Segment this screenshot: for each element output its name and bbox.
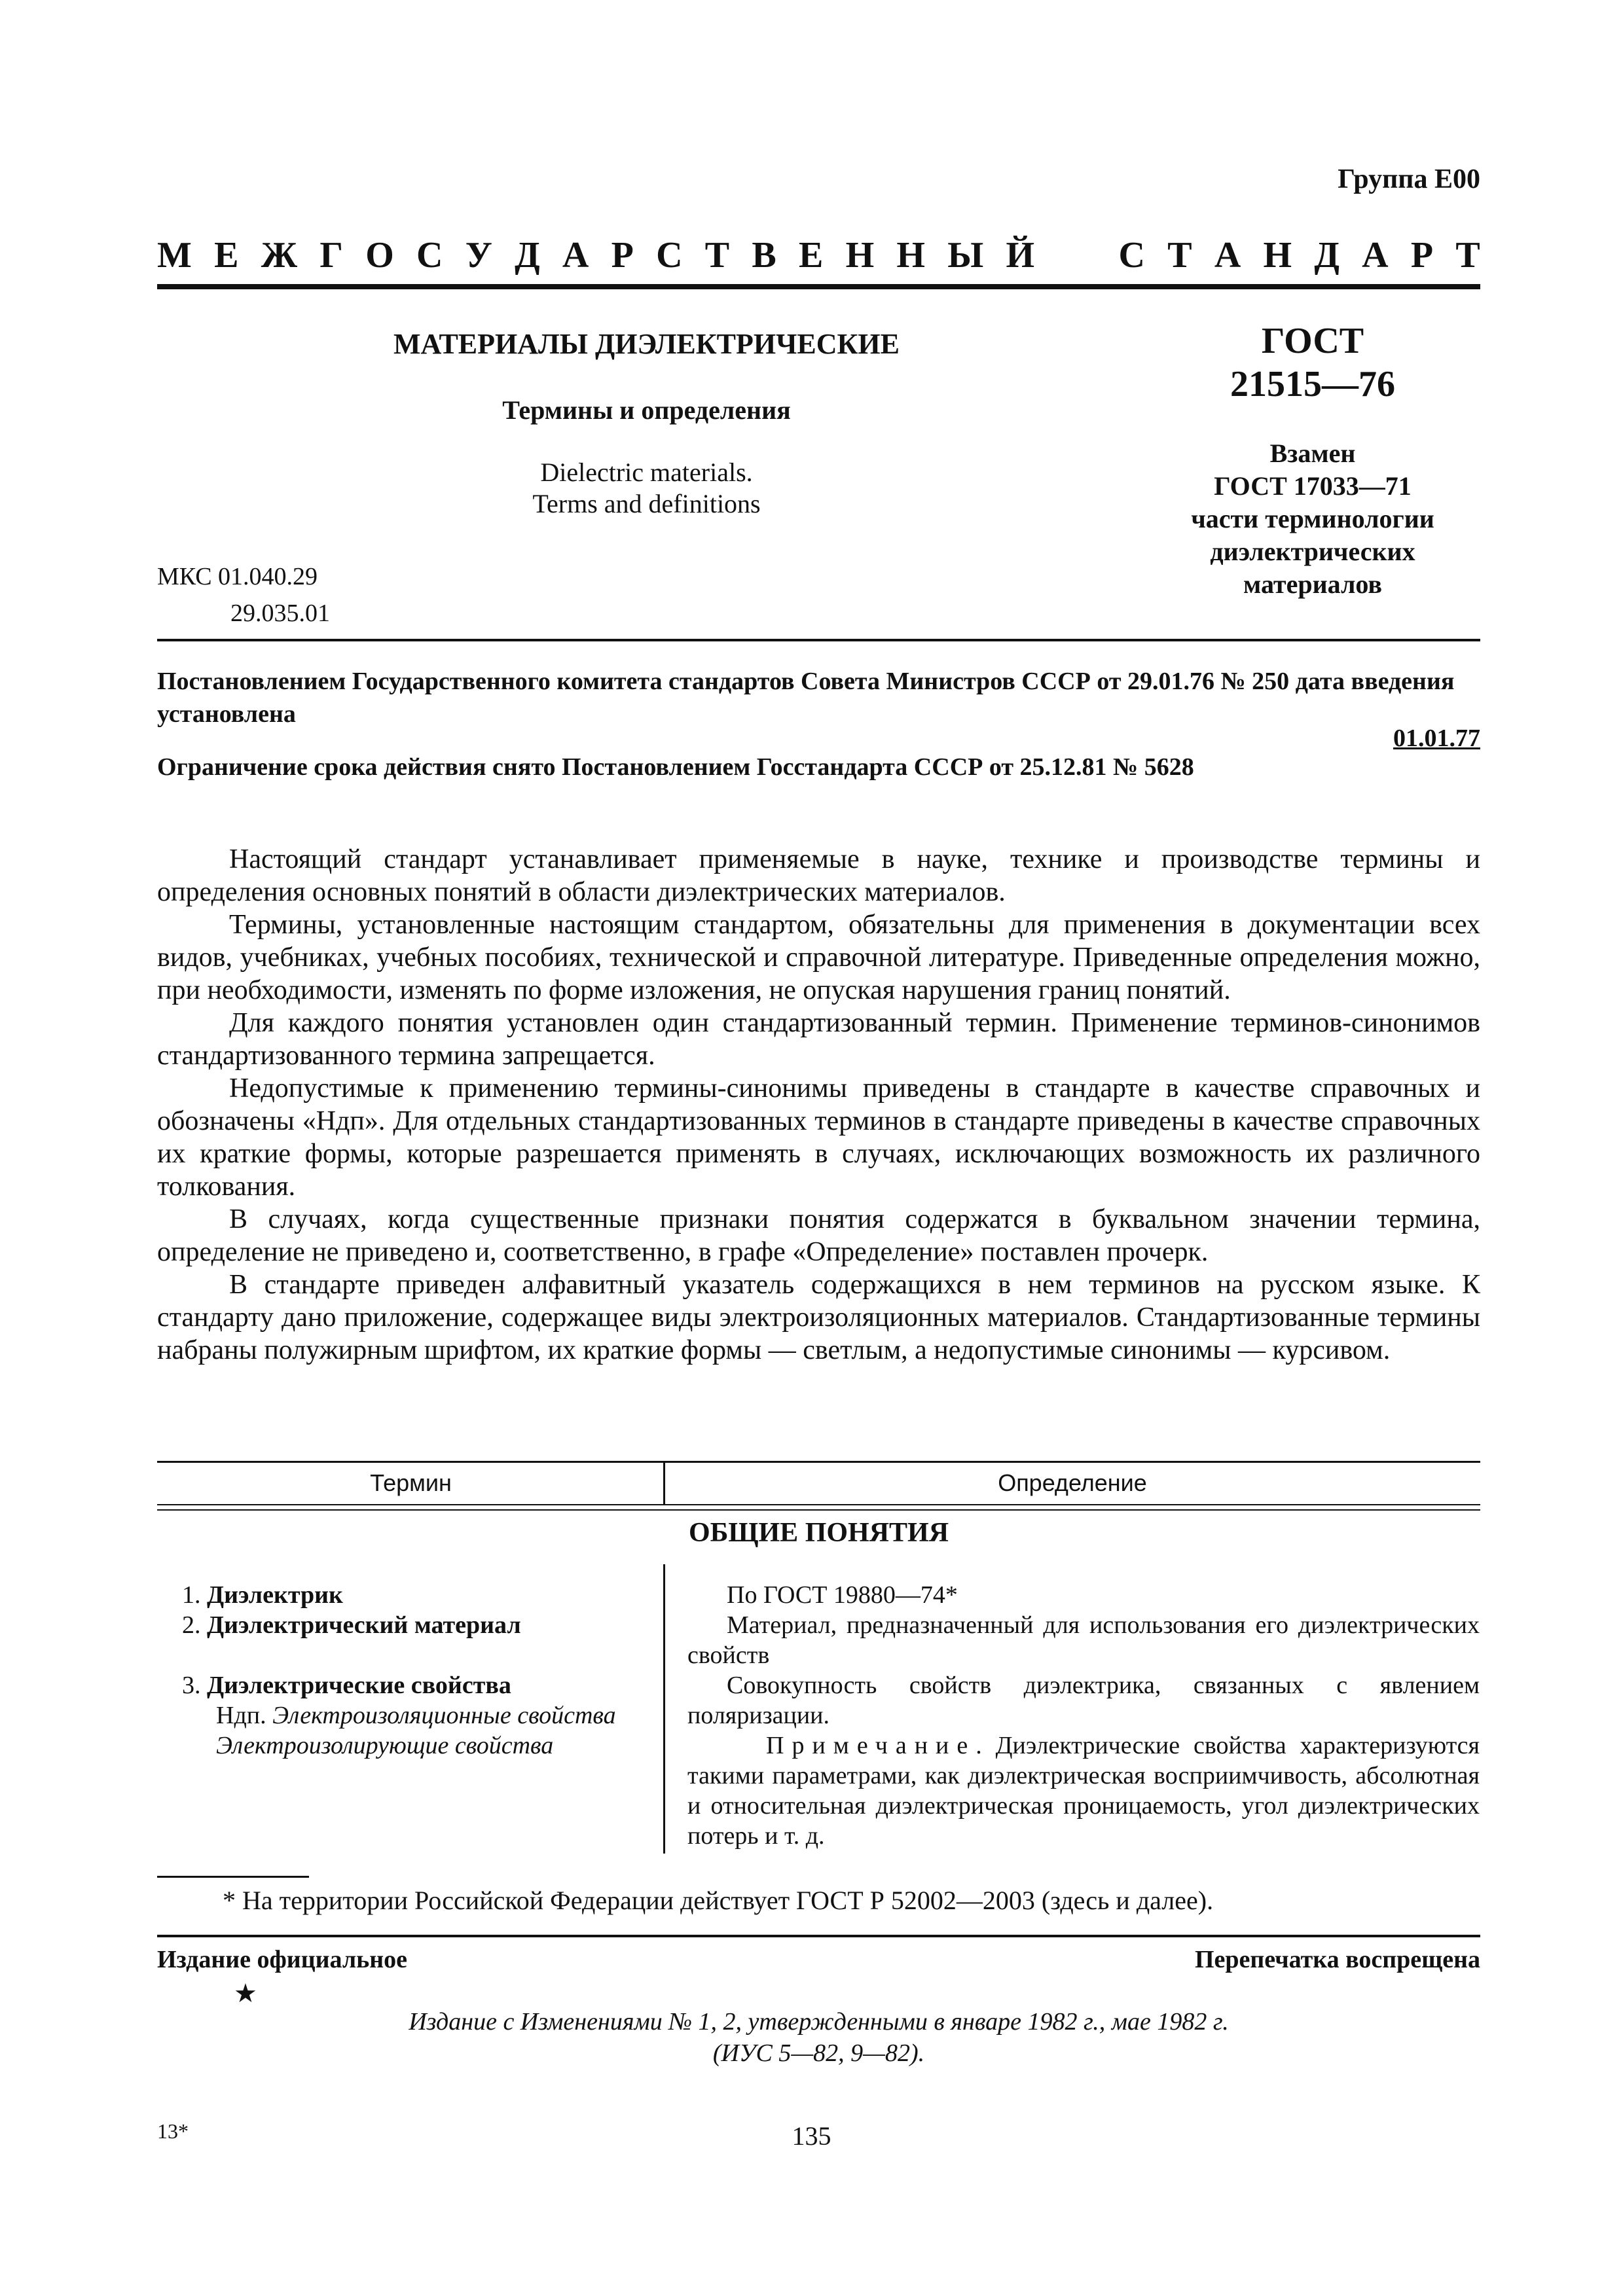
mks-code: 29.035.01 xyxy=(230,600,330,627)
gost-label: ГОСТ xyxy=(1261,321,1364,361)
note-text: . Диэлектрические свойства характеризуются такими параметрами, как диэлектрическая восприимчивость, абсолютная и относительная диэлектрическая проницаемость, угол диэлектрических потерь и т. д. xyxy=(687,1732,1480,1850)
intro-paragraph: Недопустимые к применению термины-синонимы приведены в стандарте в качестве справочных и обозначены «Ндп». Для отдельных стандартизованных терминов в стандарте приведены в качестве справочных их краткие формы, которые разрешается применять в случаях, исключающих возможность их различного толкования. xyxy=(157,1073,1480,1202)
mks-codes xyxy=(157,558,330,632)
banner-letter: Е xyxy=(214,235,239,276)
introduction-text xyxy=(157,843,1480,1367)
term-number: 3. xyxy=(182,1672,207,1699)
banner-letter: С xyxy=(416,235,443,276)
table-top-rule xyxy=(157,1461,1480,1463)
footnote-separator xyxy=(157,1876,309,1878)
amendments-line: Издание с Изменениями № 1, 2, утвержденными в январе 1982 г., мае 1982 г. xyxy=(409,2008,1229,2036)
amendments-note xyxy=(157,2006,1480,2069)
banner-letter: Е xyxy=(798,235,824,276)
definition-row-2 xyxy=(687,1610,1480,1670)
banner-letter: Т xyxy=(1455,235,1480,276)
banner-letter: Д xyxy=(515,235,540,276)
document-subtitle: Термины и определения xyxy=(502,395,791,425)
column-header-definition: Определение xyxy=(998,1469,1147,1496)
banner-letter: Ж xyxy=(261,235,298,276)
reprint-notice: Перепечатка воспрещена xyxy=(1194,1946,1480,1973)
definition-row-1 xyxy=(687,1580,1480,1610)
ndp-label: Ндп. xyxy=(216,1702,273,1729)
replaces-note xyxy=(1136,437,1489,601)
amendments-line: (ИУС 5—82, 9—82). xyxy=(712,2039,925,2067)
intro-paragraph: Настоящий стандарт устанавливает применяемые в науке, технике и производстве термины и определения основных понятий в области диэлектрических материалов. xyxy=(157,844,1480,907)
banner-letter: Й xyxy=(1006,235,1035,276)
banner-letter: М xyxy=(157,235,192,276)
replaces-line: ГОСТ 17033—71 xyxy=(1214,471,1412,501)
banner-letter: Р xyxy=(1410,235,1434,276)
column-divider xyxy=(663,1564,665,1854)
replaces-line: диэлектрических xyxy=(1210,537,1415,566)
term-number: 2. xyxy=(182,1611,207,1639)
term-name: Диэлектрический материал xyxy=(207,1611,521,1639)
banner-letter: Н xyxy=(845,235,875,276)
banner-letter: Д xyxy=(1314,235,1340,276)
banner-letter: Т xyxy=(704,235,730,276)
ndp-synonym: Электроизолирующие свойства xyxy=(216,1732,554,1759)
column-header-term: Термин xyxy=(370,1469,452,1496)
sheet-mark: 13* xyxy=(157,2119,189,2143)
definition-text: Совокупность свойств диэлектрика, связанных с явлением поляризации. xyxy=(687,1672,1480,1729)
replaces-line: части терминологии xyxy=(1191,504,1434,533)
english-title-line: Dielectric materials. xyxy=(540,457,753,487)
introduction-date: 01.01.77 xyxy=(1393,725,1480,752)
gost-code: 21515—76 xyxy=(1230,364,1395,404)
banner-letter: О xyxy=(365,235,394,276)
term-name: Диэлектрические свойства xyxy=(207,1672,511,1699)
term-name: Диэлектрик xyxy=(207,1581,343,1609)
definition-row-3 xyxy=(687,1670,1480,1851)
term-row-1 xyxy=(182,1580,653,1610)
page-number: 135 xyxy=(792,2121,831,2151)
restriction-note: Ограничение срока действия снято Постановлением Госстандарта СССР от 25.12.81 № 5628 xyxy=(157,753,1194,781)
ndp-synonym: Электроизоляционные свойства xyxy=(272,1702,616,1729)
interstate-standard-banner xyxy=(157,234,1480,276)
group-code: Группа Е00 xyxy=(1338,164,1480,194)
definition-text: Материал, предназначенный для использования его диэлектрических свойств xyxy=(687,1611,1480,1669)
section-heading: ОБЩИЕ ПОНЯТИЯ xyxy=(688,1518,949,1548)
document-title: МАТЕРИАЛЫ ДИЭЛЕКТРИЧЕСКИЕ xyxy=(393,328,900,360)
title-block-rule xyxy=(157,639,1480,641)
banner-letter: С xyxy=(656,235,683,276)
mks-code: МКС 01.040.29 xyxy=(157,563,318,590)
edition-label: Издание официальное xyxy=(157,1946,408,1973)
gost-number xyxy=(1136,319,1489,406)
banner-letter: Ы xyxy=(947,235,984,276)
intro-paragraph: В стандарте приведен алфавитный указатель содержащихся в нем терминов на русском языке. К стандарту дано приложение, содержащее виды электроизоляционных материалов. Стандартизованные термины набраны полужирным шрифтом, их краткие формы — светлым, а недопустимые синонимы — курсивом. xyxy=(157,1270,1480,1365)
footer-rule xyxy=(157,1935,1480,1937)
replaces-line: материалов xyxy=(1243,569,1383,599)
english-title xyxy=(157,457,1136,520)
header-rule-thick xyxy=(157,284,1480,289)
banner-word-gap xyxy=(1057,234,1096,276)
banner-letter: В xyxy=(752,235,776,276)
banner-letter: Н xyxy=(1263,235,1292,276)
intro-paragraph: Для каждого понятия установлен один стандартизованный термин. Применение терминов-синонимов стандартизованного термина запрещается. xyxy=(157,1008,1480,1071)
note-label: Примечание xyxy=(766,1732,976,1759)
banner-letter: Г xyxy=(319,235,343,276)
term-row-3 xyxy=(182,1670,653,1761)
banner-letter: У xyxy=(465,235,492,276)
intro-paragraph: Термины, установленные настоящим стандартом, обязательны для применения в документации всех видов, учебниках, учебных пособиях, технической и справочной литературе. Приведенные определения можно, при необходимости, изменять по форме изложения, не опуская нарушения границ понятий. xyxy=(157,910,1480,1005)
column-divider xyxy=(663,1462,665,1505)
decree-text: Постановлением Государственного комитета стандартов Совета Министров СССР от 29.01.76 № 250 дата введения установлена xyxy=(157,668,1455,728)
definition-text: По ГОСТ 19880—74* xyxy=(727,1581,958,1609)
star-icon: ★ xyxy=(234,1979,257,2008)
table-header-rule xyxy=(157,1509,1480,1511)
banner-letter: А xyxy=(1362,235,1389,276)
english-title-line: Terms and definitions xyxy=(532,489,761,518)
banner-letter: А xyxy=(562,235,589,276)
replaces-line: Взамен xyxy=(1269,439,1356,468)
intro-paragraph: В случаях, когда существенные признаки понятия содержатся в буквальном значении термина, определение не приведено и, соответственно, в графе «Определение» поставлен прочерк. xyxy=(157,1204,1480,1267)
term-number: 1. xyxy=(182,1581,207,1609)
banner-letter: Н xyxy=(896,235,925,276)
table-header-rule xyxy=(157,1504,1480,1505)
banner-letter: Т xyxy=(1167,235,1192,276)
banner-letter: С xyxy=(1118,235,1145,276)
banner-letter: Р xyxy=(611,235,634,276)
footnote: * На территории Российской Федерации действует ГОСТ Р 52002—2003 (здесь и далее). xyxy=(223,1886,1214,1915)
banner-letter: А xyxy=(1214,235,1241,276)
term-row-2 xyxy=(182,1610,653,1640)
